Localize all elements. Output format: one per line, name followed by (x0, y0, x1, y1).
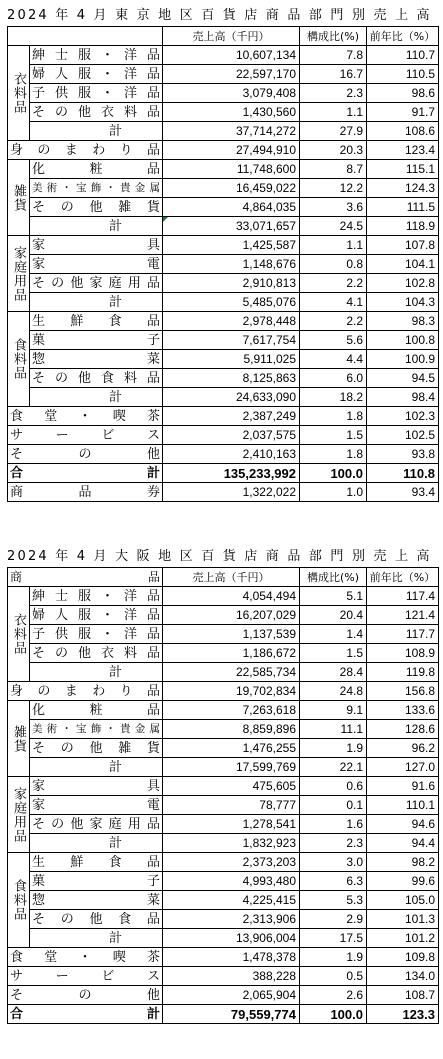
yoy-cell: 128.6 (367, 720, 439, 739)
department-label: 身のまわり品 (8, 141, 163, 160)
item-label: 婦人服・洋品 (30, 606, 163, 625)
share-cell: 2.2 (300, 312, 367, 331)
sales-cell: 8,125,863 (163, 369, 300, 388)
total-label (8, 464, 163, 483)
yoy-cell: 110.8 (367, 464, 439, 483)
table-row (8, 46, 439, 65)
item-label: その他家庭用品 (30, 815, 163, 834)
table-row (8, 834, 439, 853)
table-row (8, 255, 439, 274)
sales-cell: 1,186,672 (163, 644, 300, 663)
item-label: 家電 (30, 796, 163, 815)
yoy-cell: 98.3 (367, 312, 439, 331)
group-label: 衣料品 (8, 587, 30, 682)
total-label (8, 1005, 163, 1024)
sales-cell: 24,633,090 (163, 388, 300, 407)
share-header: 構成比(%) (300, 27, 367, 46)
share-cell: 18.2 (300, 388, 367, 407)
share-cell: 5.1 (300, 587, 367, 606)
sales-cell: 27,494,910 (163, 141, 300, 160)
sales-cell: 8,859,896 (163, 720, 300, 739)
share-cell: 2.2 (300, 274, 367, 293)
yoy-cell: 104.3 (367, 293, 439, 312)
share-cell: 1.5 (300, 426, 367, 445)
share-cell: 1.6 (300, 815, 367, 834)
subtotal-label: 計 (30, 929, 163, 948)
share-cell: 3.0 (300, 853, 367, 872)
yoy-cell: 123.4 (367, 141, 439, 160)
table-row (8, 872, 439, 891)
table-row (8, 350, 439, 369)
yoy-cell: 108.7 (367, 986, 439, 1005)
share-cell: 6.0 (300, 369, 367, 388)
item-label: 家電 (30, 255, 163, 274)
table-row (8, 739, 439, 758)
table-row (8, 948, 439, 967)
yoy-cell: 115.1 (367, 160, 439, 179)
item-label: その他家庭用品 (30, 274, 163, 293)
share-cell: 20.3 (300, 141, 367, 160)
sales-cell: 2,037,575 (163, 426, 300, 445)
sales-cell: 1,430,560 (163, 103, 300, 122)
sales-cell: 2,065,904 (163, 986, 300, 1005)
category-header (8, 568, 163, 587)
share-cell: 1.9 (300, 948, 367, 967)
yoy-cell: 134.0 (367, 967, 439, 986)
yoy-cell: 98.6 (367, 84, 439, 103)
sales-cell: 4,054,494 (163, 587, 300, 606)
yoy-cell: 133.6 (367, 701, 439, 720)
total-row (8, 464, 439, 483)
item-label: 子供服・洋品 (30, 84, 163, 103)
table-row (8, 587, 439, 606)
share-cell: 2.6 (300, 986, 367, 1005)
table-row (8, 312, 439, 331)
share-cell: 17.5 (300, 929, 367, 948)
sales-cell: 33,071,657 (163, 217, 300, 236)
item-label: その他食料品 (30, 369, 163, 388)
item-label: 子供服・洋品 (30, 625, 163, 644)
share-cell: 100.0 (300, 1005, 367, 1024)
sales-cell: 10,607,134 (163, 46, 300, 65)
share-cell: 20.4 (300, 606, 367, 625)
table-row (8, 796, 439, 815)
table-row (8, 682, 439, 701)
yoy-cell: 91.6 (367, 777, 439, 796)
sales-cell: 2,410,163 (163, 445, 300, 464)
category-header-right: 品 (147, 569, 160, 584)
table-row (8, 815, 439, 834)
osaka-title: 2024 年 4 月 大 阪 地 区 百 貨 店 商 品 部 門 別 売 上 高 (7, 549, 432, 564)
sales-cell: 37,714,272 (163, 122, 300, 141)
sales-cell: 19,702,834 (163, 682, 300, 701)
share-cell: 4.4 (300, 350, 367, 369)
sales-cell: 1,425,587 (163, 236, 300, 255)
share-cell: 1.5 (300, 644, 367, 663)
sales-cell: 1,478,378 (163, 948, 300, 967)
voucher-label: 商品券 (8, 483, 163, 502)
category-header (8, 27, 163, 46)
department-label: 食堂・喫茶 (8, 407, 163, 426)
group-label: 雑貨 (8, 160, 30, 236)
item-label: 惣菜 (30, 350, 163, 369)
sales-cell: 11,748,600 (163, 160, 300, 179)
osaka-sales-table (7, 567, 439, 1024)
subtotal-label: 計 (30, 293, 163, 312)
share-cell: 28.4 (300, 663, 367, 682)
share-cell: 27.9 (300, 122, 367, 141)
sales-cell: 16,459,022 (163, 179, 300, 198)
sales-cell: 2,373,203 (163, 853, 300, 872)
sales-cell: 5,911,025 (163, 350, 300, 369)
item-label: その他衣料品 (30, 644, 163, 663)
share-cell: 24.8 (300, 682, 367, 701)
subtotal-label: 計 (30, 122, 163, 141)
table-row (8, 967, 439, 986)
yoy-cell: 91.7 (367, 103, 439, 122)
sales-cell: 13,906,004 (163, 929, 300, 948)
table-row (8, 179, 439, 198)
yoy-cell: 93.8 (367, 445, 439, 464)
yoy-cell: 94.5 (367, 369, 439, 388)
item-label: 化粧品 (30, 160, 163, 179)
yoy-header: 前年比（%） (367, 27, 439, 46)
item-label: 生鮮食品 (30, 853, 163, 872)
table-row (8, 625, 439, 644)
table-row (8, 160, 439, 179)
subtotal-label: 計 (30, 663, 163, 682)
share-cell: 11.1 (300, 720, 367, 739)
sales-cell: 388,228 (163, 967, 300, 986)
item-label: 婦人服・洋品 (30, 65, 163, 84)
item-label: 菓子 (30, 872, 163, 891)
yoy-cell: 117.4 (367, 587, 439, 606)
table-row (8, 777, 439, 796)
table-row (8, 236, 439, 255)
table-row (8, 293, 439, 312)
table-row (8, 198, 439, 217)
share-cell: 5.6 (300, 331, 367, 350)
yoy-cell: 121.4 (367, 606, 439, 625)
group-label: 衣料品 (8, 46, 30, 141)
item-label: 家具 (30, 777, 163, 796)
subtotal-label: 計 (30, 758, 163, 777)
yoy-cell: 101.2 (367, 929, 439, 948)
item-label: 美術・宝飾・貴金属 (30, 179, 163, 198)
yoy-cell: 110.5 (367, 65, 439, 84)
total-label-left: 合 (10, 1006, 24, 1022)
sales-cell: 2,387,249 (163, 407, 300, 426)
share-cell: 0.5 (300, 967, 367, 986)
yoy-cell: 102.3 (367, 407, 439, 426)
item-label: その他雑貨 (30, 739, 163, 758)
table-row (8, 891, 439, 910)
yoy-cell: 99.6 (367, 872, 439, 891)
item-label: 菓子 (30, 331, 163, 350)
yoy-cell: 94.6 (367, 815, 439, 834)
table-row (8, 65, 439, 84)
yoy-cell: 108.6 (367, 122, 439, 141)
sales-cell: 135,233,992 (163, 464, 300, 483)
sales-cell: 1,148,676 (163, 255, 300, 274)
table-row (8, 122, 439, 141)
yoy-cell: 118.9 (367, 217, 439, 236)
tokyo-title: 2024 年 4 月 東 京 地 区 百 貨 店 商 品 部 門 別 売 上 高 (7, 8, 432, 23)
yoy-cell: 117.7 (367, 625, 439, 644)
share-cell: 1.0 (300, 483, 367, 502)
table-row (8, 910, 439, 929)
item-label: 紳士服・洋品 (30, 46, 163, 65)
share-cell: 6.3 (300, 872, 367, 891)
share-cell: 1.8 (300, 407, 367, 426)
yoy-cell: 123.3 (367, 1005, 439, 1024)
group-label: 家庭用品 (8, 777, 30, 853)
share-cell: 7.8 (300, 46, 367, 65)
share-cell: 2.3 (300, 834, 367, 853)
share-header: 構成比(%) (300, 568, 367, 587)
group-label: 家庭用品 (8, 236, 30, 312)
table-row (8, 426, 439, 445)
share-cell: 24.5 (300, 217, 367, 236)
share-cell: 8.7 (300, 160, 367, 179)
sales-cell: 4,225,415 (163, 891, 300, 910)
sales-cell: 4,864,035 (163, 198, 300, 217)
share-cell: 1.4 (300, 625, 367, 644)
yoy-cell: 105.0 (367, 891, 439, 910)
yoy-cell: 102.8 (367, 274, 439, 293)
table-row (8, 103, 439, 122)
sales-cell: 475,605 (163, 777, 300, 796)
table-row (8, 701, 439, 720)
sales-cell: 7,617,754 (163, 331, 300, 350)
share-cell: 1.1 (300, 236, 367, 255)
share-cell: 3.6 (300, 198, 367, 217)
voucher-row (8, 483, 439, 502)
department-label: その他 (8, 986, 163, 1005)
table-row (8, 853, 439, 872)
yoy-cell: 109.8 (367, 948, 439, 967)
share-cell: 9.1 (300, 701, 367, 720)
share-cell: 16.7 (300, 65, 367, 84)
yoy-cell: 108.9 (367, 644, 439, 663)
total-label-right: 計 (146, 465, 160, 481)
yoy-cell: 104.1 (367, 255, 439, 274)
total-row (8, 1005, 439, 1024)
sales-header: 売上高（千円） (163, 568, 300, 587)
sales-cell: 1,278,541 (163, 815, 300, 834)
yoy-cell: 124.3 (367, 179, 439, 198)
share-cell: 100.0 (300, 464, 367, 483)
table-row (8, 445, 439, 464)
item-label: 化粧品 (30, 701, 163, 720)
sales-cell: 3,079,408 (163, 84, 300, 103)
table-row (8, 758, 439, 777)
item-label: 家具 (30, 236, 163, 255)
sales-cell: 4,993,480 (163, 872, 300, 891)
table-row (8, 986, 439, 1005)
yoy-cell: 96.2 (367, 739, 439, 758)
group-label: 食料品 (8, 312, 30, 407)
share-cell: 4.1 (300, 293, 367, 312)
share-cell: 12.2 (300, 179, 367, 198)
table-row (8, 274, 439, 293)
yoy-cell: 111.5 (367, 198, 439, 217)
total-label-right: 計 (146, 1006, 160, 1022)
table-row (8, 369, 439, 388)
sales-cell: 17,599,769 (163, 758, 300, 777)
table-row (8, 644, 439, 663)
table-row (8, 720, 439, 739)
item-label: その他衣料品 (30, 103, 163, 122)
item-label: 美術・宝飾・貴金属 (30, 720, 163, 739)
table-row (8, 929, 439, 948)
item-label: その他雑貨 (30, 198, 163, 217)
share-cell: 0.1 (300, 796, 367, 815)
department-label: 身のまわり品 (8, 682, 163, 701)
table-row (8, 388, 439, 407)
total-label-left: 合 (10, 465, 24, 481)
department-label: 食堂・喫茶 (8, 948, 163, 967)
share-cell: 0.8 (300, 255, 367, 274)
subtotal-label: 計 (30, 388, 163, 407)
department-label: サービス (8, 967, 163, 986)
share-cell: 2.9 (300, 910, 367, 929)
sales-cell: 1,832,923 (163, 834, 300, 853)
yoy-cell: 93.4 (367, 483, 439, 502)
header-row (8, 568, 439, 587)
table-row (8, 84, 439, 103)
item-label: 紳士服・洋品 (30, 587, 163, 606)
group-label: 食料品 (8, 853, 30, 948)
yoy-cell: 110.1 (367, 796, 439, 815)
share-cell: 1.1 (300, 103, 367, 122)
subtotal-label: 計 (30, 217, 163, 236)
share-cell: 5.3 (300, 891, 367, 910)
table-row (8, 407, 439, 426)
share-cell: 22.1 (300, 758, 367, 777)
sales-cell: 79,559,774 (163, 1005, 300, 1024)
sales-cell: 7,263,618 (163, 701, 300, 720)
yoy-cell: 110.7 (367, 46, 439, 65)
yoy-cell: 119.8 (367, 663, 439, 682)
sales-cell: 78,777 (163, 796, 300, 815)
sales-cell: 5,485,076 (163, 293, 300, 312)
share-cell: 0.6 (300, 777, 367, 796)
table-row (8, 217, 439, 236)
group-label: 雑貨 (8, 701, 30, 777)
yoy-cell: 107.8 (367, 236, 439, 255)
sales-cell: 22,597,170 (163, 65, 300, 84)
department-label: サービス (8, 426, 163, 445)
item-label: 惣菜 (30, 891, 163, 910)
share-cell: 1.8 (300, 445, 367, 464)
item-label: その他食品 (30, 910, 163, 929)
share-cell: 2.3 (300, 84, 367, 103)
table-row (8, 141, 439, 160)
sales-cell: 2,978,448 (163, 312, 300, 331)
header-row (8, 27, 439, 46)
sales-cell: 1,476,255 (163, 739, 300, 758)
sales-cell: 22,585,734 (163, 663, 300, 682)
table-row (8, 663, 439, 682)
sales-cell: 2,910,813 (163, 274, 300, 293)
yoy-cell: 94.4 (367, 834, 439, 853)
yoy-cell: 127.0 (367, 758, 439, 777)
table-row (8, 331, 439, 350)
yoy-cell: 156.8 (367, 682, 439, 701)
sales-cell: 16,207,029 (163, 606, 300, 625)
yoy-cell: 101.3 (367, 910, 439, 929)
table-row (8, 606, 439, 625)
yoy-cell: 98.2 (367, 853, 439, 872)
sales-cell: 1,137,539 (163, 625, 300, 644)
sales-cell: 2,313,906 (163, 910, 300, 929)
subtotal-label: 計 (30, 834, 163, 853)
yoy-header: 前年比（%） (367, 568, 439, 587)
category-header-left: 商 (10, 569, 23, 584)
item-label: 生鮮食品 (30, 312, 163, 331)
share-cell: 1.9 (300, 739, 367, 758)
department-label: その他 (8, 445, 163, 464)
yoy-cell: 98.4 (367, 388, 439, 407)
tokyo-sales-table (7, 26, 439, 502)
yoy-cell: 102.5 (367, 426, 439, 445)
sales-header: 売上高（千円） (163, 27, 300, 46)
sales-cell: 1,322,022 (163, 483, 300, 502)
yoy-cell: 100.8 (367, 331, 439, 350)
yoy-cell: 100.9 (367, 350, 439, 369)
